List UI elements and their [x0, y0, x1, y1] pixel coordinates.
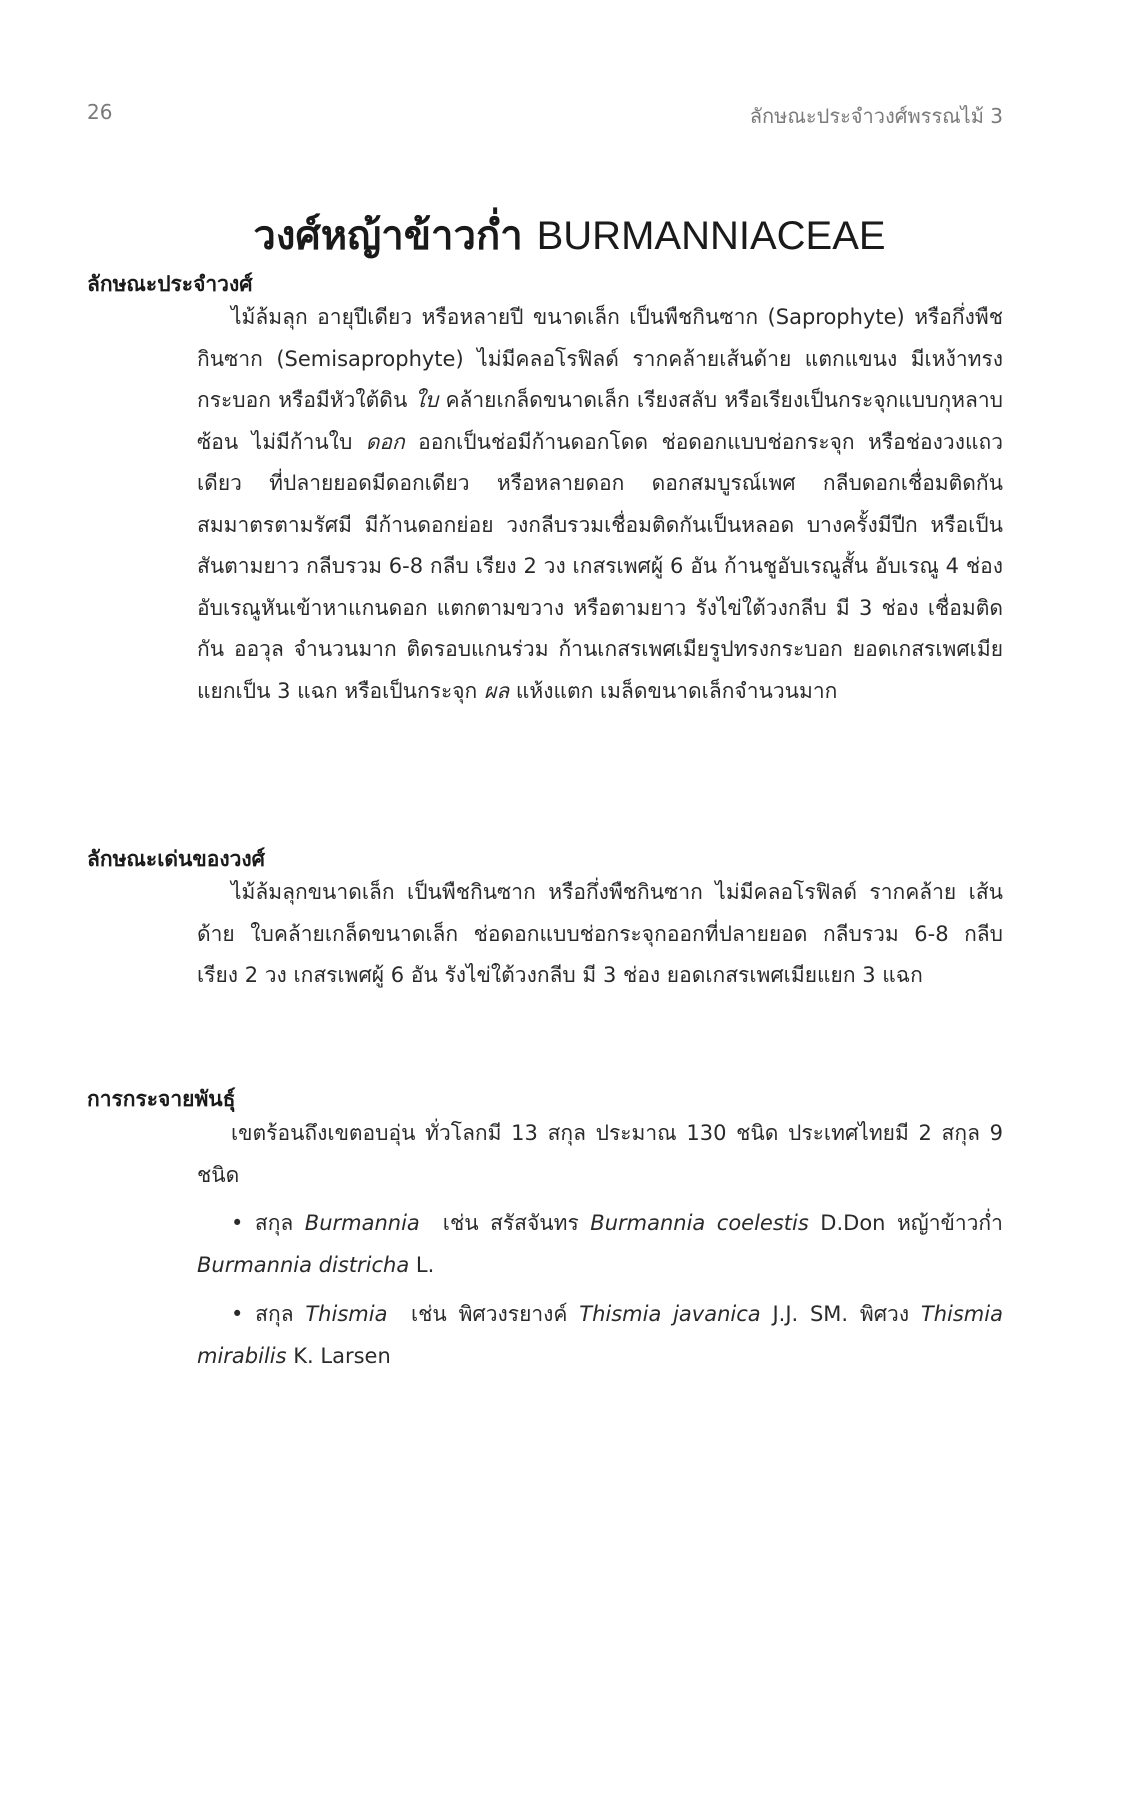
genus2-species2: Thismia mirabilis — [197, 1302, 1003, 1368]
genus2-species1: Thismia javanica — [579, 1302, 761, 1326]
distribution-paragraph — [197, 1113, 1003, 1196]
flower-label: ดอก — [365, 429, 405, 454]
genus2-author1: J.J. SM. พิศวง — [772, 1302, 910, 1326]
family-characters-text-2: คล้ายเกล็ดขนาดเล็ก เรียงสลับ หรือเรียงเป็นกระจุกแบบกุหลาบซ้อน ไม่มีก้านใบ — [197, 388, 1003, 454]
heading-family-characters: ลักษณะประจำวงศ์ — [87, 272, 253, 296]
heading-distribution: การกระจายพันธุ์ — [87, 1087, 236, 1111]
genus2-name: Thismia — [305, 1302, 388, 1326]
fruit-label: ผล — [483, 678, 510, 703]
genus1-prefix: • สกุล — [231, 1211, 294, 1235]
distinctive-text: ไม้ล้มลุกขนาดเล็ก เป็นพืชกินซาก หรือกึ่งพืชกินซาก ไม่มีคลอโรฟิลด์ รากคล้าย เส้นด้าย ใบคล้ายเกล็ดขนาดเล็ก ช่อดอกแบบช่อกระจุกออกที่ปลายยอด กลีบรวม 6-8 กลีบ เรียง 2 วง เกสรเพศผู้ 6 อัน รังไข่ใต้วงกลีบ มี 3 ช่อง ยอดเกสรเพศเมียแยก 3 แฉก — [197, 880, 1003, 987]
page-number: 26 — [87, 100, 113, 124]
genus1-mid: เช่น สรัสจันทร — [442, 1211, 579, 1235]
heading-distinctive: ลักษณะเด่นของวงศ์ — [87, 847, 265, 871]
genus2-prefix: • สกุล — [231, 1302, 294, 1326]
leaf-label: ใบ — [414, 388, 439, 412]
distinctive-paragraph — [197, 872, 1003, 997]
genus2-author2: K. Larsen — [293, 1343, 391, 1368]
family-characters-text-3: ออกเป็นช่อมีก้านดอกโดด ช่อดอกแบบช่อกระจุก หรือช่องวงแถวเดียว ที่ปลายยอดมีดอกเดียว หรือหลายดอก ดอกสมบูรณ์เพศ กลีบดอกเชื่อมติดกัน สมมาตรตามรัศมี มีก้านดอกย่อย วงกลีบรวมเชื่อมติดกันเป็นหลอด บางครั้งมีปีก หรือเป็นสันตามยาว กลีบรวม 6-8 กลีบ เรียง 2 วง เกสรเพศผู้ 6 อัน ก้านชูอับเรณูสั้น อับเรณู 4 ช่อง อับเรณูหันเข้าหาแกนดอก แตกตามขวาง หรือตามยาว รังไข่ใต้วงกลีบ มี 3 ช่อง เชื่อมติดกัน ออวุล จำนวนมาก ติดรอบแกนร่วม ก้านเกสรเพศเมียรูปทรงกระบอก ยอดเกสรเพศเมีย แยกเป็น 3 แฉก หรือเป็นกระจุก — [197, 429, 1003, 703]
genus2-mid: เช่น พิศวงรยางค์ — [411, 1302, 568, 1326]
family-characters-text-1: ไม้ล้มลุก อายุปีเดียว หรือหลายปี ขนาดเล็ก เป็นพืชกินซาก (Saprophyte) หรือกึ่งพืชกินซาก (Semisaprophyte) ไม่มีคลอโรฟิลด์ รากคล้ายเส้นด้าย แตกแขนง มีเหง้าทรงกระบอก หรือมีหัวใต้ดิน — [197, 305, 1003, 412]
family-characters-text-4: แห้งแตก เมล็ดขนาดเล็กจำนวนมาก — [515, 678, 838, 703]
running-title: ลักษณะประจำวงศ์พรรณไม้ 3 — [749, 104, 1003, 128]
genus1-species1: Burmannia coelestis — [590, 1211, 809, 1235]
distribution-text: เขตร้อนถึงเขตอบอุ่น ทั่วโลกมี 13 สกุล ประมาณ 130 ชนิด ประเทศไทยมี 2 สกุล 9 ชนิด — [197, 1121, 1003, 1187]
genus1-species2: Burmannia districha — [197, 1252, 410, 1277]
genus-thismia-item — [197, 1294, 1003, 1377]
genus1-author2: L. — [415, 1252, 435, 1277]
genus1-name: Burmannia — [304, 1211, 420, 1235]
title-latin: BURMANNIACEAE — [536, 214, 886, 258]
genus-burmannia-item — [197, 1203, 1003, 1286]
family-characters-paragraph — [197, 297, 1003, 712]
page-title — [0, 208, 1139, 264]
title-thai: วงศ์หญ้าข้าวก่ำ — [253, 213, 523, 259]
genus1-author1: D.Don หญ้าข้าวก่ำ — [820, 1211, 1003, 1235]
